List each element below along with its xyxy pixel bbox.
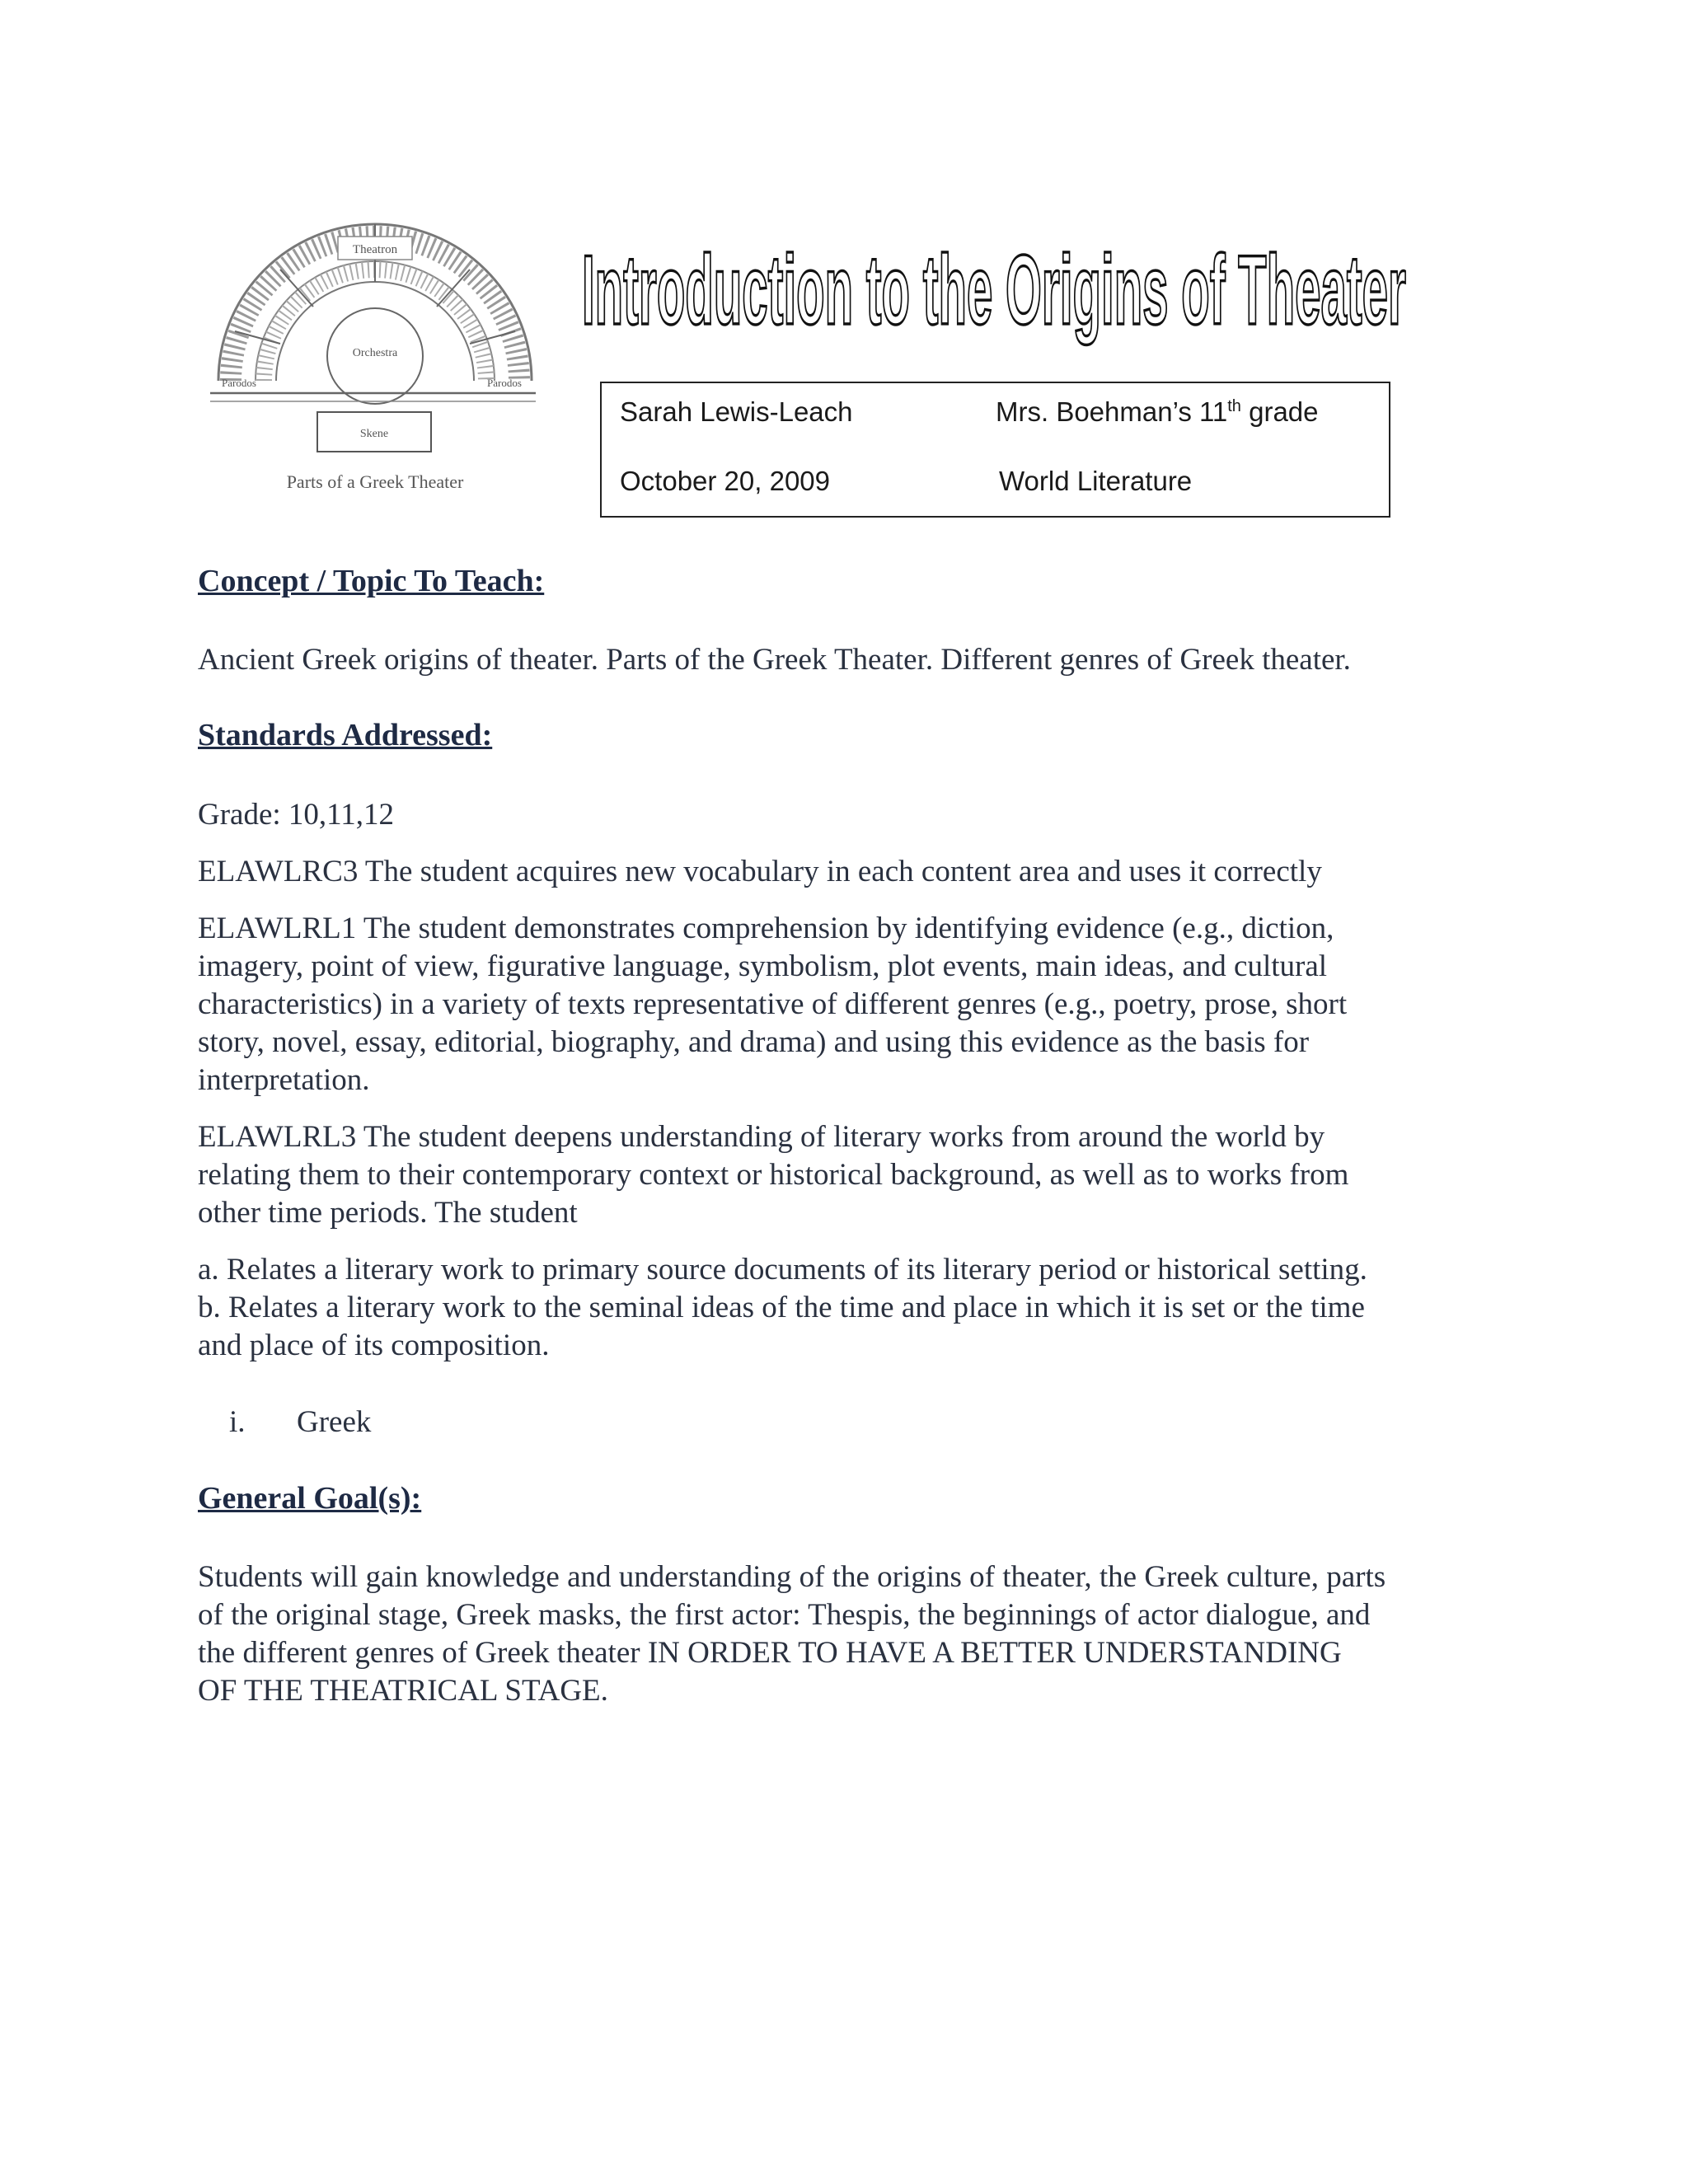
orchestra-label: Orchestra <box>352 347 398 359</box>
elawlrl1-line: imagery, point of view, figurative language, symbolism, plot events, main ideas, and cultural <box>198 949 1328 983</box>
elawlrl1-line: ELAWLRL1 The student demonstrates comprehension by identifying evidence (e.g., diction, <box>198 912 1334 945</box>
class-info-prefix: Mrs. Boehman’s 11 <box>996 396 1228 427</box>
concept-text <box>198 641 1500 679</box>
elawlrl1-line: interpretation. <box>198 1063 370 1097</box>
goals-line: the different genres of Greek theater IN ORDER TO HAVE A BETTER UNDERSTANDING <box>198 1636 1342 1670</box>
elawlrl1-line: characteristics) in a variety of texts representative of different genres (e.g., poetry, prose, short <box>198 987 1348 1021</box>
goals-heading: General Goal(s): <box>198 1481 422 1516</box>
grade-line: Grade: 10,11,12 <box>198 798 395 832</box>
skene-label: Skene <box>359 428 389 440</box>
info-box <box>600 382 1390 518</box>
elawlrl3-line: other time periods. The student <box>198 1196 578 1230</box>
concept-heading: Concept / Topic To Teach: <box>198 564 545 598</box>
standard-items-ab <box>198 1251 1500 1365</box>
goals-text <box>198 1558 1500 1710</box>
goals-line: Students will gain knowledge and understanding of the origins of theater, the Greek culture, parts <box>198 1560 1386 1594</box>
elawlrl3-line: ELAWLRL3 The student deepens understanding of literary works from around the world by <box>198 1120 1325 1154</box>
title-text: Introduction to the Origins of Theater <box>582 235 1406 345</box>
class-info <box>996 396 1319 428</box>
roman-list-item <box>229 1404 371 1440</box>
class-info-sup: th <box>1227 397 1241 415</box>
concept-text-line: Ancient Greek origins of theater. Parts of the Greek Theater. Different genres of Greek theater. <box>198 643 1351 677</box>
standards-grade <box>198 796 1500 834</box>
item-b-line: b. Relates a literary work to the seminal ideas of the time and place in which it is set or the time <box>198 1291 1365 1324</box>
item-a-line: a. Relates a literary work to primary source documents of its literary period or historical setting. <box>198 1253 1367 1286</box>
document-title <box>574 229 1414 369</box>
item-b-line: and place of its composition. <box>198 1329 550 1362</box>
elawlrl1-line: story, novel, essay, editorial, biography, and drama) and using this evidence as the basis for <box>198 1025 1310 1059</box>
goals-line: OF THE THEATRICAL STAGE. <box>198 1674 608 1708</box>
elawlrl3-line: relating them to their contemporary context or historical background, as well as to works from <box>198 1158 1349 1192</box>
greek-theater-diagram <box>198 191 552 509</box>
parodos-right-label: Parodos <box>487 377 522 389</box>
author-name: Sarah Lewis-Leach <box>620 396 853 427</box>
theater-diagram-image <box>198 191 552 509</box>
theatron-label: Theatron <box>352 243 398 256</box>
elawlrc3-line: ELAWLRC3 The student acquires new vocabulary in each content area and uses it correctly <box>198 855 1322 888</box>
goals-line: of the original stage, Greek masks, the first actor: Thespis, the beginnings of actor dialogue, and <box>198 1598 1371 1632</box>
roman-item-text: Greek <box>297 1405 372 1439</box>
parodos-left-label: Parodos <box>222 377 256 389</box>
standard-elawlrl1 <box>198 910 1500 1099</box>
diagram-caption: Parts of a Greek Theater <box>286 471 464 492</box>
standard-elawlrl3 <box>198 1118 1500 1232</box>
standards-heading: Standards Addressed: <box>198 718 493 752</box>
roman-numeral: i. <box>229 1405 246 1439</box>
subject-name: World Literature <box>999 466 1193 496</box>
lesson-date: October 20, 2009 <box>620 466 831 496</box>
standard-elawlrc3 <box>198 853 1500 891</box>
class-info-suffix: grade <box>1240 396 1319 427</box>
title-lettering <box>574 229 1414 369</box>
